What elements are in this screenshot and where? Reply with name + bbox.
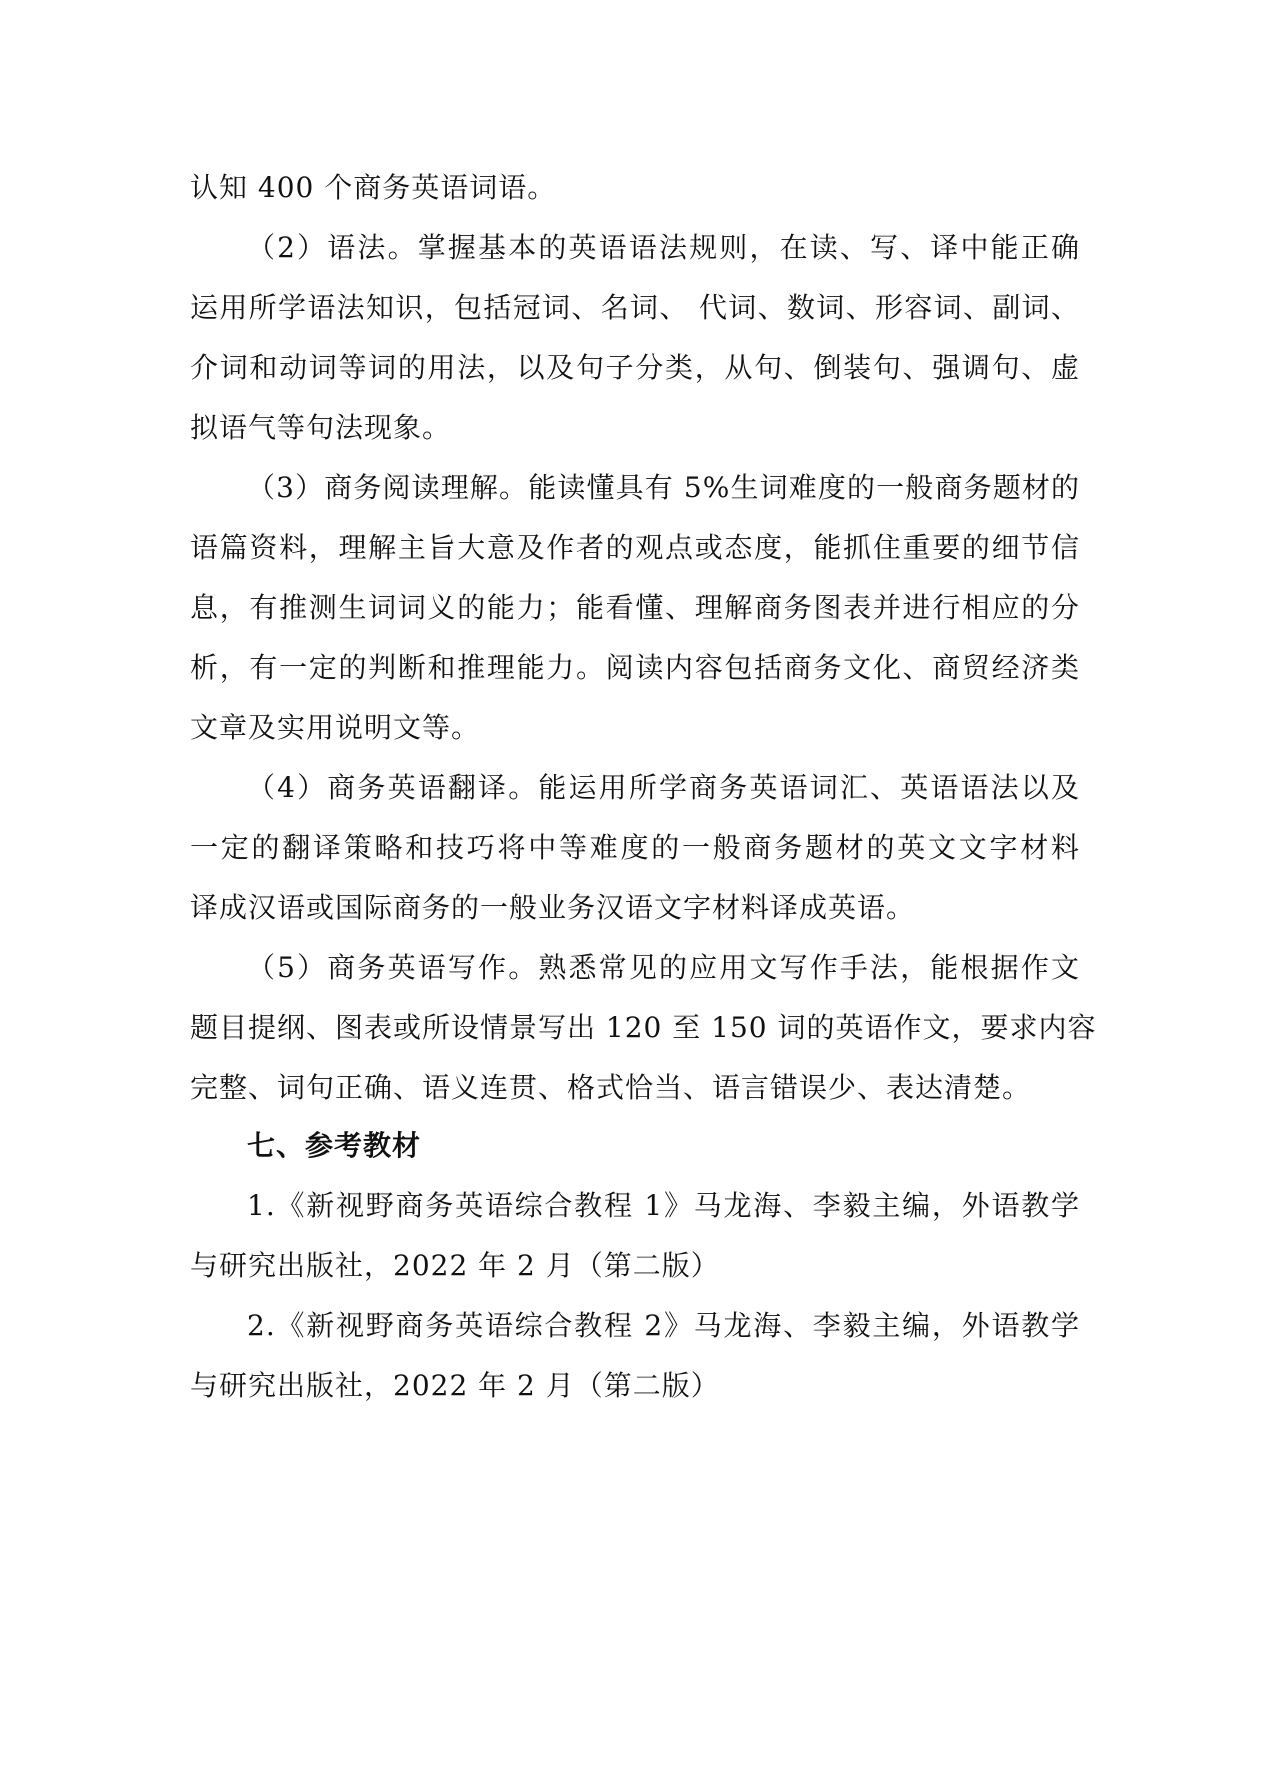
section-heading: 七、参考教材 <box>247 1129 422 1162</box>
text-line: 文章及实用说明文等。 <box>190 711 481 744</box>
text-line: （5）商务英语写作。熟悉常见的应用文写作手法，能根据作文 <box>247 951 1080 984</box>
text-line: （4）商务英语翻译。能运用所学商务英语词汇、英语语法以及 <box>247 771 1080 804</box>
text-line: 语篇资料，理解主旨大意及作者的观点或态度，能抓住重要的细节信 <box>190 531 1080 564</box>
text-line: 介词和动词等词的用法，以及句子分类，从句、倒装句、强调句、虚 <box>190 351 1080 384</box>
text-line: 认知 400 个商务英语词语。 <box>190 171 557 204</box>
text-line: 析，有一定的判断和推理能力。阅读内容包括商务文化、商贸经济类 <box>190 651 1080 684</box>
text-line: 一定的翻译策略和技巧将中等难度的一般商务题材的英文文字材料 <box>190 831 1080 864</box>
text-line: 拟语气等句法现象。 <box>190 411 452 444</box>
reference-item: 2.《新视野商务英语综合教程 2》马龙海、李毅主编，外语教学 <box>247 1309 1080 1342</box>
text-line: 息，有推测生词词义的能力；能看懂、理解商务图表并进行相应的分 <box>190 591 1080 624</box>
reference-item: 与研究出版社，2022 年 2 月（第二版） <box>190 1249 720 1282</box>
text-line: 译成汉语或国际商务的一般业务汉语文字材料译成英语。 <box>190 891 916 924</box>
reference-item: 与研究出版社，2022 年 2 月（第二版） <box>190 1369 720 1402</box>
reference-item: 1.《新视野商务英语综合教程 1》马龙海、李毅主编，外语教学 <box>247 1189 1080 1222</box>
text-line: （2）语法。掌握基本的英语语法规则，在读、写、译中能正确 <box>247 231 1080 264</box>
text-line: 运用所学语法知识，包括冠词、名词、 代词、数词、形容词、副词、 <box>190 291 1080 324</box>
text-line: （3）商务阅读理解。能读懂具有 5%生词难度的一般商务题材的 <box>247 471 1080 504</box>
text-line: 题目提纲、图表或所设情景写出 120 至 150 词的英语作文，要求内容 <box>190 1011 1097 1044</box>
text-line: 完整、词句正确、语义连贯、格式恰当、语言错误少、表达清楚。 <box>190 1071 1032 1104</box>
